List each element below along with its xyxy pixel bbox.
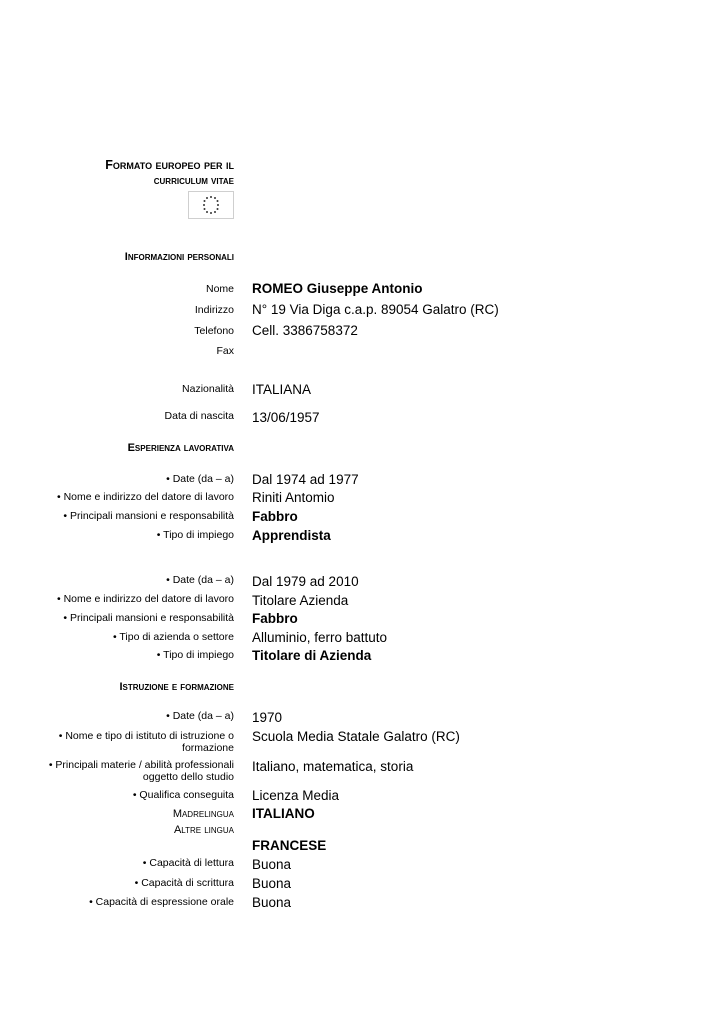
education-qualification-label: • Qualifica conseguita <box>132 789 234 801</box>
mother-tongue-value: ITALIANO <box>252 806 315 821</box>
speaking-label: • Capacità di espressione orale <box>89 896 234 908</box>
education-institute-value: Scuola Media Statale Galatro (RC) <box>252 729 460 744</box>
job2-duties-value: Fabbro <box>252 611 298 626</box>
section-heading-personal: Informazioni personali <box>124 251 234 263</box>
job2-type-value: Titolare di Azienda <box>252 648 372 663</box>
reading-label: • Capacità di lettura <box>142 857 234 869</box>
job1-date-value: Dal 1974 ad 1977 <box>252 472 359 487</box>
birth-date-value: 13/06/1957 <box>252 410 320 425</box>
mother-tongue-label: Madrelingua <box>172 808 234 820</box>
writing-value: Buona <box>252 876 292 891</box>
reading-value: Buona <box>252 857 292 872</box>
name-value: ROMEO Giuseppe Antonio <box>252 281 423 296</box>
language-name-value: FRANCESE <box>252 838 327 853</box>
job1-type-label: • Tipo di impiego <box>156 529 234 541</box>
birth-date-label: Data di nascita <box>164 410 234 422</box>
writing-label: • Capacità di scrittura <box>134 877 234 889</box>
education-date-label: • Date (da – a) <box>166 710 234 722</box>
job2-date-label: • Date (da – a) <box>166 574 234 586</box>
document-title-line2: curriculum vitae <box>153 175 234 187</box>
job1-employer-value: Riniti Antomio <box>252 490 335 505</box>
education-subjects-value: Italiano, matematica, storia <box>252 759 414 774</box>
other-languages-label: Altre lingua <box>173 824 234 836</box>
phone-value: Cell. 3386758372 <box>252 323 358 338</box>
education-institute-label: • Nome e tipo di istituto di istruzione o formazione <box>58 730 234 754</box>
eu-flag-icon <box>188 191 234 219</box>
education-qualification-value: Licenza Media <box>252 788 340 803</box>
section-heading-work: Esperienza lavorativa <box>127 442 234 454</box>
document-title-line1: Formato europeo per il <box>105 158 234 172</box>
job2-sector-value: Alluminio, ferro battuto <box>252 630 388 645</box>
job2-sector-label: • Tipo di azienda o settore <box>112 631 234 643</box>
section-heading-education: Istruzione e formazione <box>119 681 234 693</box>
nationality-value: ITALIANA <box>252 382 312 397</box>
speaking-value: Buona <box>252 895 292 910</box>
job2-type-label: • Tipo di impiego <box>156 649 234 661</box>
address-label: Indirizzo <box>194 304 234 316</box>
nationality-label: Nazionalità <box>182 383 234 395</box>
fax-label: Fax <box>216 345 234 357</box>
education-subjects-label: • Principali materie / abilità professionali oggetto dello studio <box>48 759 234 783</box>
job2-date-value: Dal 1979 ad 2010 <box>252 574 359 589</box>
address-value: N° 19 Via Diga c.a.p. 89054 Galatro (RC) <box>252 302 499 317</box>
job1-type-value: Apprendista <box>252 528 331 543</box>
phone-label: Telefono <box>194 325 234 337</box>
job1-employer-label: • Nome e indirizzo del datore di lavoro <box>56 491 234 503</box>
job1-duties-value: Fabbro <box>252 509 298 524</box>
job2-employer-label: • Nome e indirizzo del datore di lavoro <box>56 593 234 605</box>
job1-date-label: • Date (da – a) <box>166 473 234 485</box>
job1-duties-label: • Principali mansioni e responsabilità <box>63 510 234 522</box>
education-date-value: 1970 <box>252 710 283 725</box>
job2-employer-value: Titolare Azienda <box>252 593 349 608</box>
name-label: Nome <box>205 283 234 295</box>
job2-duties-label: • Principali mansioni e responsabilità <box>63 612 234 624</box>
